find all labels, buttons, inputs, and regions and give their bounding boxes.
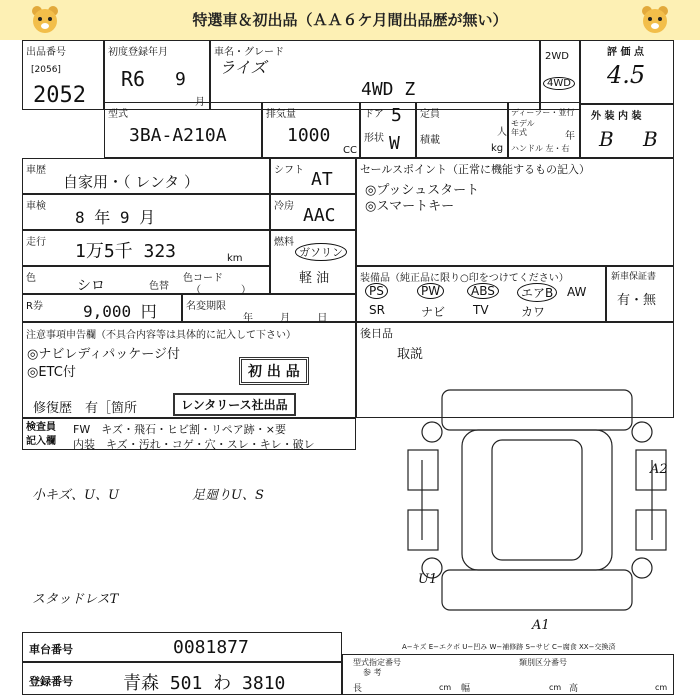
- first-reg-era: R6: [121, 67, 146, 91]
- car-name: ライズ: [219, 58, 267, 77]
- equip-pw: PW: [417, 283, 444, 299]
- inspection-cell: [22, 418, 356, 450]
- dealer-cell: [508, 102, 580, 158]
- auction-sheet: [22, 40, 674, 695]
- plate-label: 登録番号: [29, 675, 73, 688]
- transfer-value: 年 月 日: [243, 313, 328, 324]
- equip-aw: AW: [567, 285, 587, 299]
- sales-points-cell: [356, 158, 674, 266]
- door-label: ドア: [364, 109, 384, 120]
- load-label: 積載: [420, 135, 440, 146]
- first-reg-month: 9: [175, 69, 186, 90]
- cm-unit: cm: [655, 683, 668, 692]
- rental-stamp: レンタリース社出品: [173, 393, 296, 416]
- insurance-cell: [606, 266, 674, 322]
- inspection-ext: FW キズ・飛石・ヒビ割・リペア跡・×要: [73, 423, 286, 436]
- chassis-label: 車台番号: [29, 643, 73, 656]
- drive-label: 2WD: [545, 51, 569, 62]
- plate-number: 青森 501 わ 3810: [123, 673, 286, 694]
- fuel-secondary: 軽 油: [299, 271, 330, 286]
- ac-label: 冷房: [274, 201, 294, 212]
- score-value: 4.5: [607, 61, 646, 89]
- notes-line: ◎ナビレディパッケージ付: [27, 347, 181, 362]
- repair-label: 修復歴 有［箇所: [33, 401, 138, 416]
- inspection-int: 内装 キズ・汚れ・コゲ・穴・スレ・キレ・破レ: [73, 438, 315, 451]
- later-label: 後日品: [360, 327, 393, 340]
- price-cell: [22, 294, 182, 322]
- color-code-label: 色コード: [183, 273, 223, 284]
- ext-int-label: 外 装 内 装: [591, 111, 642, 122]
- shape-label: 形状: [364, 133, 384, 144]
- grade: 4WD Z: [361, 79, 416, 100]
- displacement-cell: [262, 102, 360, 158]
- car-diagram: [402, 380, 674, 630]
- inspector-label: 検査員 記入欄: [26, 422, 56, 447]
- door-cell: [360, 102, 416, 158]
- price-label: R券: [26, 301, 43, 312]
- displacement: 1000: [287, 125, 331, 146]
- shaken-label: 車検: [26, 201, 46, 212]
- equip-airbag: エアB: [517, 283, 557, 302]
- chassis-cell: [22, 632, 342, 662]
- shape: W: [389, 133, 400, 154]
- length-label: 長: [353, 684, 363, 694]
- equip-navi: ナビ: [421, 305, 446, 319]
- dealer-label: ディーラー・並行: [511, 108, 575, 117]
- model-cell: [104, 102, 262, 158]
- drive-value: 4WD: [543, 77, 575, 90]
- hand-note: 小キズ、U、U: [32, 488, 120, 503]
- year-unit: 年: [565, 131, 575, 142]
- ac-cell: [270, 194, 356, 230]
- damage-mark: U1: [418, 572, 438, 587]
- mileage-label: 走行: [26, 237, 46, 248]
- banner-title: 特選車＆初出品（ＡＡ６ケ月間出品歴が無い）: [192, 11, 508, 29]
- color-code-paren: （ ）: [191, 285, 251, 296]
- fuel-label: 燃料: [274, 237, 294, 248]
- notes-cell: [22, 322, 356, 418]
- width-label: 幅: [461, 684, 471, 694]
- color-swap-label: 色替: [149, 281, 169, 292]
- score-label: 評 価 点: [607, 47, 644, 58]
- color-label: 色: [26, 273, 36, 284]
- damage-mark: A1: [532, 618, 550, 633]
- lot-number: 2052: [33, 83, 86, 108]
- model-label: 型式: [108, 109, 128, 120]
- equipment-label: 装備品（純正品に限り○印をつけてください）: [360, 273, 569, 284]
- notes-line: ◎ETC付: [27, 365, 76, 380]
- hand-note: スタッドレスT: [32, 592, 119, 607]
- equipment-cell: [356, 266, 606, 322]
- mileage-cell: [22, 230, 270, 266]
- price-value: 9,000 円: [83, 302, 157, 321]
- damage-mark: A2: [650, 462, 668, 477]
- color-value: シロ: [77, 278, 105, 294]
- damage-legend: A−キズ E−エクボ U−凹み W−補修跡 S−サビ C−腐食 XX−交換済: [402, 643, 616, 651]
- ac-value: AAC: [303, 205, 336, 226]
- chassis-number: 0081877: [173, 637, 249, 658]
- load-unit: kg: [491, 143, 504, 154]
- cert-label: 型式指定番号: [353, 658, 401, 667]
- usage-cell: [22, 158, 270, 194]
- later-value: 取説: [397, 347, 424, 362]
- notes-label: 注意事項申告欄（不具合内容等は具体的に記入して下さい）: [26, 330, 296, 341]
- car-name-cell: [210, 40, 540, 110]
- handle-label: ハンドル 左・右: [511, 144, 570, 153]
- drive-cell: [540, 40, 580, 110]
- capacity-label: 定員: [420, 109, 440, 120]
- fuel-cell: [270, 230, 356, 294]
- cc-unit: CC: [343, 145, 357, 156]
- capacity-cell: [416, 102, 508, 158]
- km-unit: km: [227, 253, 243, 264]
- displacement-label: 排気量: [266, 109, 296, 120]
- sales-label: セールスポイント（正常に機能するもの記入）: [360, 163, 591, 176]
- insurance-label: 新車保証書: [611, 272, 657, 282]
- sales-item: ◎スマートキー: [365, 199, 455, 214]
- first-reg-cell: [104, 40, 210, 110]
- cm-unit: cm: [439, 683, 452, 692]
- shift-value: AT: [311, 169, 333, 190]
- lot-small: [2056]: [31, 65, 61, 75]
- ref-label: 参 考: [363, 668, 382, 677]
- plate-cell: [22, 662, 342, 695]
- equip-leather: カワ: [521, 305, 546, 319]
- shaken-value: 8 年 9 月: [75, 208, 156, 227]
- ext-int-cell: [580, 104, 674, 158]
- equip-tv: TV: [473, 303, 489, 317]
- model-year-label: モデル 年式: [511, 119, 535, 137]
- car-name-label: 車名・グレード: [214, 47, 284, 58]
- ext-grade: B: [599, 127, 614, 151]
- insurance-value: 有・無: [617, 293, 657, 308]
- model-code: 3BA-A210A: [129, 125, 227, 146]
- lot-cell: [22, 40, 104, 110]
- equip-sr: SR: [369, 303, 385, 317]
- doors: 5: [391, 105, 402, 126]
- transfer-label: 名変期限: [186, 301, 226, 312]
- sales-item: ◎プッシュスタート: [365, 183, 480, 198]
- transfer-cell: [182, 294, 356, 322]
- shift-label: シフト: [274, 165, 304, 176]
- int-grade: B: [643, 127, 658, 151]
- score-cell: [580, 40, 674, 104]
- reference-cell: [342, 654, 674, 695]
- capacity-unit: 人: [497, 127, 507, 138]
- lot-label: 出品番号: [26, 47, 66, 58]
- fuel-value: ガソリン: [295, 243, 347, 261]
- cert2-label: 類別区分番号: [519, 658, 567, 667]
- first-reg-label: 初度登録年月: [108, 47, 168, 58]
- mileage-value: 1万5千 323: [75, 241, 177, 262]
- shaken-cell: [22, 194, 270, 230]
- usage-value: 自家用・（ レンタ ）: [63, 173, 200, 191]
- month-unit: 月: [195, 97, 205, 108]
- shift-cell: [270, 158, 356, 194]
- height-label: 高: [569, 684, 579, 694]
- usage-label: 車歴: [26, 165, 46, 176]
- equip-ps: PS: [365, 283, 388, 299]
- cm-unit: cm: [549, 683, 562, 692]
- equip-abs: ABS: [467, 283, 499, 299]
- color-cell: [22, 266, 270, 294]
- first-listing-stamp: 初 出 品: [239, 357, 309, 385]
- hand-note: 足廻りU、S: [192, 488, 264, 503]
